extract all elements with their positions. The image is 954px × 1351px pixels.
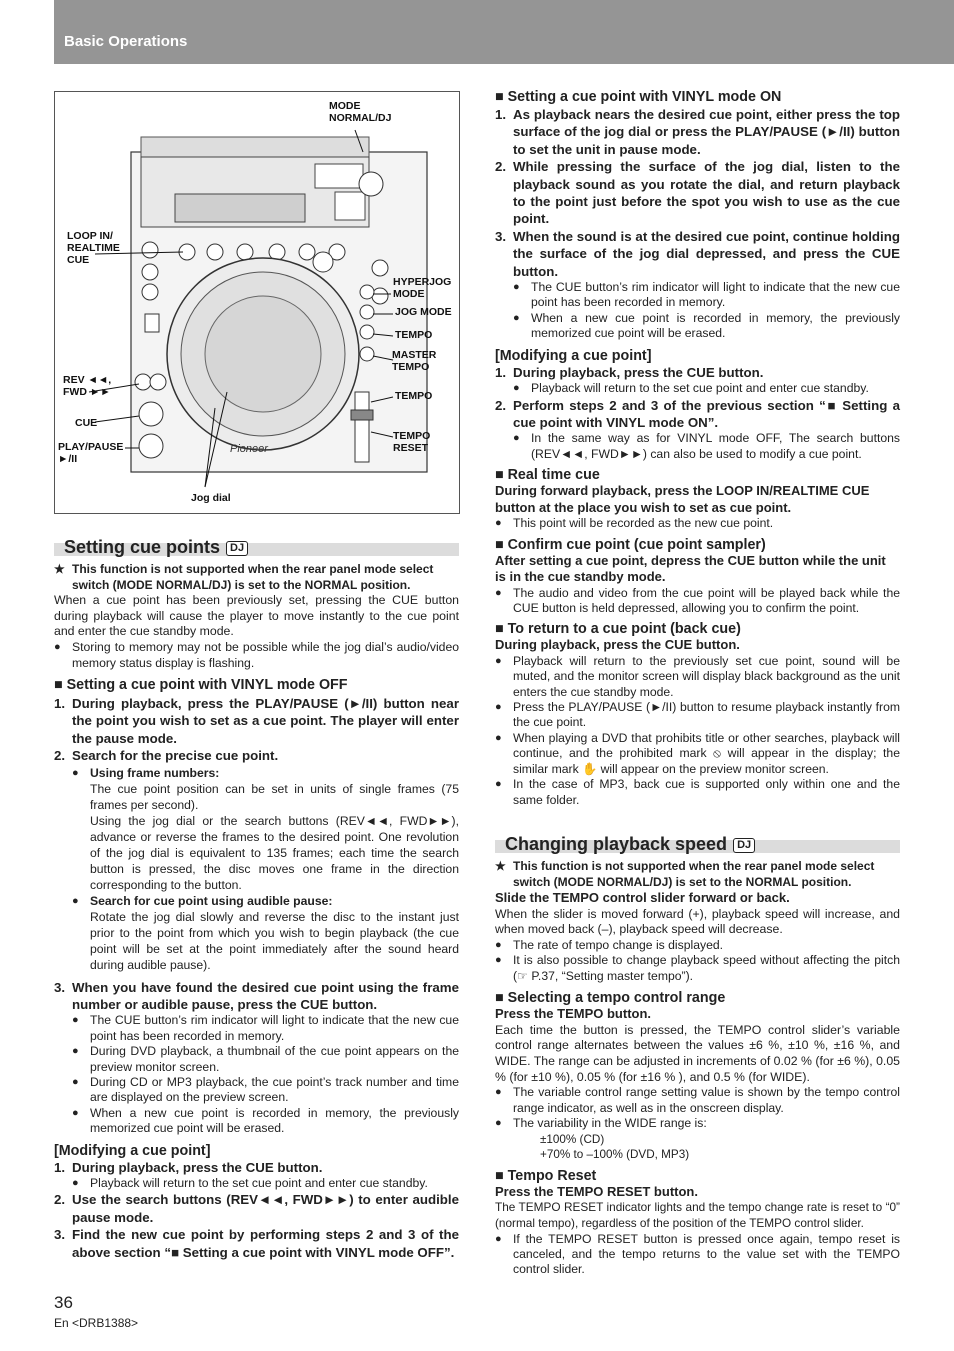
tempo-range-heading: ■ Selecting a tempo control range xyxy=(495,990,726,1007)
modify-step-1: 1. During playback, press the CUE button. xyxy=(54,1159,323,1175)
back-cue-bullet-4: ● In the case of MP3, back cue is supported only within one and the same folder. xyxy=(495,777,900,808)
section-title: Basic Operations xyxy=(64,33,188,50)
back-cue-bullet-3: ● When playing a DVD that prohibits title or other searches, playback will continue, and the prohibited mark ⦸ will appear in the display; the similar mark ✋ will appear on the preview monitor screen. xyxy=(495,731,900,777)
slide-bullet-2: ● It is also possible to change playback speed without affecting the pitch (☞ P.37, “Setting master tempo”). xyxy=(495,953,900,984)
dj-badge: DJ xyxy=(733,838,755,853)
confirm-cue-heading: ■ Confirm cue point (cue point sampler) xyxy=(495,536,766,553)
right-modify-bullet-2: ● In the same way as for VINYL mode OFF, The search buttons (REV◄◄, FWD►►) can also be used to modify a cue point. xyxy=(495,431,900,462)
left-column xyxy=(54,561,459,1261)
label-tempo-reset: TEMPO RESET xyxy=(393,430,431,454)
tempo-range-instruction: Press the TEMPO button. xyxy=(495,1006,652,1022)
wide-range-dvd: +70% to –100% (DVD, MP3) xyxy=(540,1147,690,1161)
realtime-cue-bullet: ● This point will be recorded as the new cue point. xyxy=(495,516,900,531)
heading-text: Setting cue points xyxy=(64,537,221,557)
right-modify-step-2: 2. Perform steps 2 and 3 of the previous section “■ Setting a cue point with VINYL mode ON”. xyxy=(495,397,900,430)
audible-pause-text: Rotate the jog dial slowly and reverse the disc to the instant just prior to the point from which you wish to begin playback (the cue point will be set at the point immediately after the sound heard during audible pause). xyxy=(90,909,459,972)
label-jog-mode: JOG MODE xyxy=(395,306,452,318)
label-loop-in-realtime-cue: LOOP IN/ REALTIME CUE xyxy=(67,230,120,266)
tempo-reset-bullet: ● If the TEMPO RESET button is pressed once again, tempo reset is canceled, and the tempo returns to the value set with the TEMPO control slider. xyxy=(495,1232,900,1278)
vinyl-step3-bullet-1: ● The CUE button’s rim indicator will light to indicate that the new cue point has been recorded in memory. xyxy=(495,280,900,311)
right-column-lower xyxy=(495,858,900,1278)
back-cue-bullet-2: ● Press the PLAY/PAUSE (►/II) button to resume playback instantly from the cue point. xyxy=(495,700,900,731)
tempo-range-text: Each time the button is pressed, the TEMPO control slider’s variable control range alternates between the values ±6 %, ±10 %, ±16 %, and WIDE. The range can be adjusted in increments of 0.02 % (for ±6 %), 0.05 % (for ±10 %), 0.05 % (for ±16 % ), and 0.5 % (for WIDE). xyxy=(495,1022,901,1084)
tempo-range-bullet-2: ● The variability in the WIDE range is: xyxy=(495,1116,900,1131)
tempo-reset-text: The TEMPO RESET indicator lights and the tempo change rate is reset to “0” (normal tempo), regardless of the position of the TEMPO control slider. xyxy=(495,1200,900,1230)
step-1: 1. During playback, press the PLAY/PAUSE (►/II) button near the point you wish to set as a cue point. The player will enter the pause mode. xyxy=(54,695,459,746)
document-code: En <DRB1388> xyxy=(54,1316,139,1330)
svg-text:Pioneer: Pioneer xyxy=(230,443,268,455)
confirm-cue-text: After setting a cue point, depress the CUE button while the unit is in the cue standby mode. xyxy=(495,552,886,585)
right-modify-bullet-1: ● Playback will return to the set cue point and enter cue standby. xyxy=(495,381,900,396)
label-rev-fwd: REV ◄◄, FWD ►► xyxy=(63,374,112,398)
modify-step1-bullet: ● Playback will return to the set cue point and enter cue standby. xyxy=(54,1176,459,1191)
heading-text: Changing playback speed xyxy=(505,834,728,854)
vinyl-step-3: 3. When the sound is at the desired cue point, continue holding the surface of the jog dial depressed, and press the CUE button. xyxy=(495,228,900,279)
tempo-reset-instruction: Press the TEMPO RESET button. xyxy=(495,1183,698,1199)
modify-heading-right: [Modifying a cue point] xyxy=(495,347,652,364)
intro-bullet: ● Storing to memory may not be possible while the jog dial’s audio/video memory status display is flashing. xyxy=(54,640,459,671)
frames-heading: ● Using frame numbers: xyxy=(54,765,459,781)
step3-bullet-2: ● During DVD playback, a thumbnail of the cue point appears on the preview monitor screen. xyxy=(54,1044,459,1075)
slide-heading: Slide the TEMPO control slider forward or back. xyxy=(495,890,790,905)
vinyl-step3-bullet-2: ● When a new cue point is recorded in memory, the previously memorized cue point will be erased. xyxy=(495,311,900,342)
realtime-cue-heading: ■ Real time cue xyxy=(495,467,600,484)
dj-badge: DJ xyxy=(226,541,248,556)
step-2: 2. Search for the precise cue point. xyxy=(54,748,279,764)
label-play-pause: PLAY/PAUSE ►/II xyxy=(58,441,124,465)
modify-step-2: 2. Use the search buttons (REV◄◄, FWD►►) to enter audible pause mode. xyxy=(54,1192,459,1225)
step3-bullet-3: ● During CD or MP3 playback, the cue point’s track number and time are displayed on the preview screen. xyxy=(54,1075,459,1106)
right-modify-step-1: 1. During playback, press the CUE button. xyxy=(495,364,764,380)
intro-text: When a cue point has been previously set, pressing the CUE button during playback will cause the player to move instantly to the cue point and enter the cue standby mode. xyxy=(54,593,459,639)
back-cue-text: During playback, press the CUE button. xyxy=(495,637,740,653)
label-hyperjog-mode: HYPERJOG MODE xyxy=(393,276,452,300)
slide-text: When the slider is moved forward (+), playback speed will increase, and when moved back (–), playback speed will decrease. xyxy=(495,906,900,937)
page-number: 36 xyxy=(54,1293,73,1312)
step3-bullet-4: ● When a new cue point is recorded in memory, the previously memorized cue point will be erased. xyxy=(54,1106,459,1137)
realtime-cue-text: During forward playback, press the LOOP IN/REALTIME CUE button at the place you wish to set as cue point. xyxy=(495,483,870,515)
note-star-2: ★ This function is not supported when the rear panel mode select switch (MODE NORMAL/DJ) is set to the NORMAL position. xyxy=(495,858,900,890)
modify-step-3: 3. Find the new cue point by performing steps 2 and 3 of the above section “■ Setting a cue point with VINYL mode OFF”. xyxy=(54,1227,459,1260)
label-cue: CUE xyxy=(75,417,98,429)
confirm-cue-bullet: ● The audio and video from the cue point will be played back while the CUE button is held depressed, allowing you to confirm the point. xyxy=(495,586,900,617)
setting-cue-points-heading xyxy=(54,537,459,557)
wide-range-cd: ±100% (CD) xyxy=(540,1132,605,1146)
frames-text-2: Using the jog dial or the search buttons (REV◄◄, FWD►►), advance or reverse the frames to the desired point. One revolution of the jog dial is equivalent to 135 frames; each time the search button is pressed, the disc moves one frame in the direction corresponding to the button. xyxy=(90,813,459,892)
step-3: 3. When you have found the desired cue point using the frame number or audible pause, press the CUE button. xyxy=(54,979,459,1012)
section-header-bar xyxy=(54,0,954,64)
vinyl-on-heading: ■ Setting a cue point with VINYL mode ON xyxy=(495,89,782,105)
back-cue-bullet-1: ● Playback will return to the previously set cue point, sound will be muted, and the monitor screen will display black background as the unit enters the cue standby mode. xyxy=(495,654,900,700)
tempo-reset-heading: ■ Tempo Reset xyxy=(495,1167,597,1184)
label-jog-dial: Jog dial xyxy=(191,492,231,504)
label-tempo-slider: TEMPO xyxy=(395,390,433,402)
vinyl-off-heading: ■ Setting a cue point with VINYL mode OFF xyxy=(54,676,348,693)
tempo-range-bullet-1: ● The variable control range setting value is shown by the tempo control range indicator, as well as in the onscreen display. xyxy=(495,1085,900,1116)
modify-heading: [Modifying a cue point] xyxy=(54,1142,211,1159)
slide-bullet-1: ● The rate of tempo change is displayed. xyxy=(495,938,900,953)
label-master-tempo: MASTER TEMPO xyxy=(392,349,437,373)
label-mode-normal-dj: MODE NORMAL/DJ xyxy=(329,100,392,124)
frames-text: The cue point position can be set in units of single frames (75 frames per second). xyxy=(90,781,459,812)
device-figure xyxy=(54,91,460,514)
label-tempo: TEMPO xyxy=(395,329,433,341)
back-cue-heading: ■ To return to a cue point (back cue) xyxy=(495,621,741,638)
changing-speed-heading xyxy=(495,834,900,854)
step3-bullet-1: ● The CUE button’s rim indicator will light to indicate that the new cue point has been recorded in memory. xyxy=(54,1013,459,1044)
note-star: ★ This function is not supported when the rear panel mode select switch (MODE NORMAL/DJ) is set to the NORMAL position. xyxy=(54,561,459,593)
audible-pause-heading: ● Search for cue point using audible pause: xyxy=(54,893,459,909)
vinyl-step-1: 1. As playback nears the desired cue point, either press the top surface of the jog dial or press the PLAY/PAUSE (►/II) button to set the unit in pause mode. xyxy=(495,107,900,157)
vinyl-step-2: 2. While pressing the surface of the jog dial, listen to the playback sound as you rotate the dial, and return playback to the point just before the spot you wish to use as the cue point. xyxy=(495,159,900,227)
right-column xyxy=(495,89,900,808)
